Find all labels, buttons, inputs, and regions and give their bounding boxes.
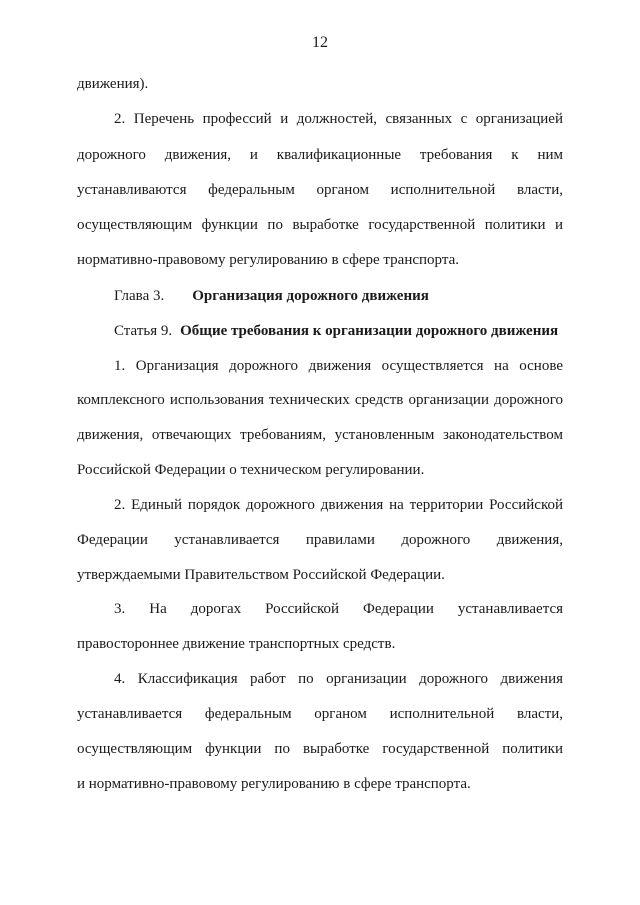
para2-line-4: осуществляющим функции по выработке государственной политики и	[77, 217, 563, 233]
article-heading	[114, 321, 563, 341]
art-para2-line-2: Федерации устанавливается правилами дорожного движения,	[77, 532, 563, 548]
para2-line-3: устанавливаются федеральным органом исполнительной власти,	[77, 182, 563, 198]
art-para3-line-1: 3. На дорогах Российской Федерации устанавливается	[114, 601, 563, 617]
art-para4-line-3: осуществляющим функции по выработке государственной политики	[77, 741, 563, 757]
art-para1-line-4: Российской Федерации о техническом регулировании.	[77, 462, 425, 478]
art-para3-line-2: правостороннее движение транспортных средств.	[77, 636, 396, 652]
art-para1-line-3: движения, отвечающих требованиям, установленным законодательством	[77, 427, 563, 443]
chapter-label: Глава 3.	[114, 288, 165, 304]
art-para4-line-2: устанавливается федеральным органом исполнительной власти,	[77, 706, 563, 722]
continuation-line: движения).	[77, 76, 149, 92]
art-para4-line-4: и нормативно-правовому регулированию в сфере транспорта.	[77, 776, 471, 792]
art-para4-line-1: 4. Классификация работ по организации дорожного движения	[114, 671, 563, 687]
para2-line-5: нормативно-правовому регулированию в сфере транспорта.	[77, 252, 459, 268]
art-para1-line-2: комплексного использования технических средств организации дорожного	[77, 392, 563, 408]
article-title: Общие требования к организации дорожного движения	[180, 323, 559, 339]
chapter-title: Организация дорожного движения	[192, 288, 429, 304]
page-number: 12	[312, 34, 328, 51]
para2-line-2: дорожного движения, и квалификационные требования к ним	[77, 147, 563, 163]
article-label: Статья 9.	[114, 323, 173, 339]
art-para1-line-1: 1. Организация дорожного движения осуществляется на основе	[114, 358, 563, 374]
para2-line-1: 2. Перечень профессий и должностей, связанных с организацией	[114, 111, 563, 127]
chapter-heading	[114, 286, 563, 306]
art-para2-line-3: утверждаемыми Правительством Российской Федерации.	[77, 567, 445, 583]
art-para2-line-1: 2. Единый порядок дорожного движения на территории Российской	[114, 497, 563, 513]
